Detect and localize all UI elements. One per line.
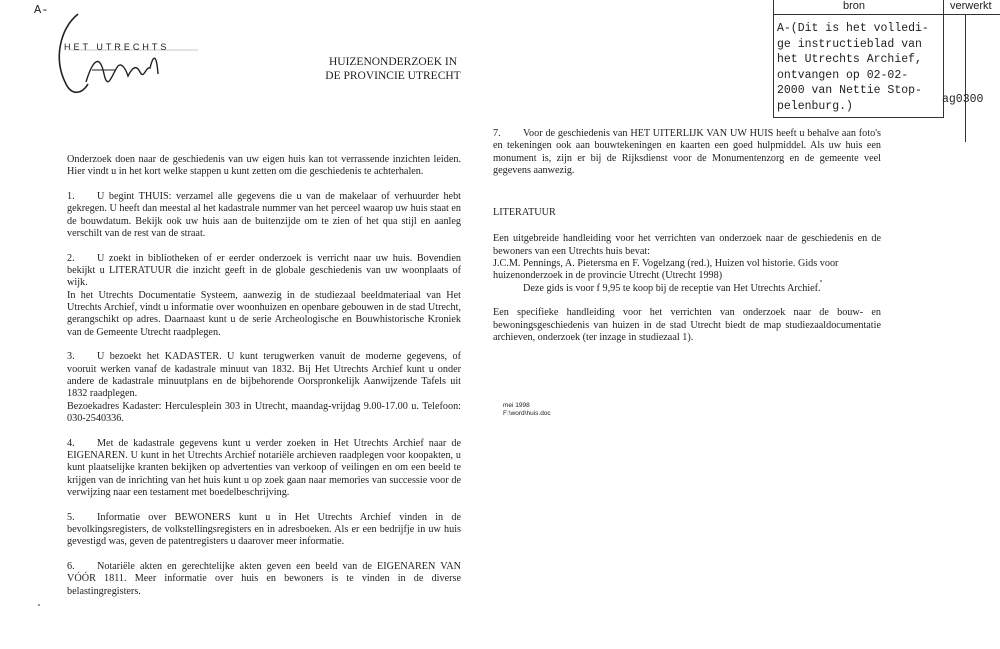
kadaster-address: Bezoekadres Kadaster: Herculesplein 303 in Utrecht, maandag-vrijdag 9.00-17.00 u. Telefoon: 030-2540336. — [67, 400, 461, 424]
step-text: U zoekt in bibliotheken of er eerder onderzoek is verricht naar uw huis. Bovendien bekijkt u LITERATUUR die inzicht geeft in de globale geschiedenis van uw woonplaats of wijk. — [67, 252, 461, 289]
step-4 — [67, 438, 461, 499]
stamp-header-verwerkt: verwerkt — [950, 0, 992, 12]
step-text: Informatie over BEWONERS kunt u in Het Utrechts Archief vinden in de bevolkingsregisters, de volkstellingsregisters en in adresboeken. Als er een bedrijfje in uw huis gevestigd was, geven de patentregisters u daarover meer informatie. — [67, 511, 461, 548]
step-text: U bezoekt het KADASTER. U kunt terugwerken vanuit de moderne gegevens, of vooruit werken vanaf de kadastrale minuut van 1832. Bij Het Utrechts Archief kunt u onder andere de kadastrale minuutplans en de bijbehorende Oorspronkelijk Aanwijzende Tafels uit 1832 raadplegen. — [67, 351, 461, 400]
left-column — [67, 154, 461, 610]
page-title — [318, 55, 468, 83]
page-title-line1: HUIZENONDERZOEK IN — [328, 56, 458, 68]
literature-heading: LITERATUUR — [493, 207, 556, 219]
literature-reference: J.C.M. Pennings, A. Pietersma en F. Vogelzang (red.), Huizen vol historie. Gids voor huizenonderzoek in de provincie Utrecht (Utrecht 1998) — [493, 258, 839, 282]
literature-specific: Een specifieke handleiding voor het verrichten van onderzoek naar de bouw- en bewoningsgeschiedenis van huizen in de stad Utrecht biedt de map studiezaaldocumentatie archieven, onderzoek (ter inzage in studiezaal 1). — [493, 307, 881, 344]
step-1 — [67, 191, 461, 240]
stamp-header-bron: bron — [843, 0, 866, 12]
step-6 — [67, 561, 461, 598]
step-number: 2. — [67, 252, 75, 264]
step-text: Notariële akten en gerechtelijke akten geven een beeld van de EIGENAREN VAN VÓÓR 1811. Meer informatie over huis en bewoners is te vinden in de diverse belastingregisters. — [67, 561, 461, 597]
stamp-code: ag0300 — [942, 93, 984, 106]
scan-speck — [820, 280, 822, 282]
scan-speck — [38, 604, 40, 606]
step-text: Voor de geschiedenis van HET UITERLIJK VAN UW HUIS heeft u behalve aan foto's en tekeningen ook aan bouwtekeningen en kaarten een goed hulpmiddel. Als uw huis een monument is, zijn er bij de Rijksdienst voor de Monumentenzorg en de gemeente veel gegevens aanwezig. — [493, 128, 881, 176]
footer-file: F:\word\huis.doc — [503, 410, 551, 418]
step-7 — [493, 128, 881, 177]
step-number: 5. — [67, 511, 75, 523]
literature-intro: Een uitgebreide handleiding voor het verrichten van onderzoek naar de geschiedenis en de bewoners van een Utrechts huis bevat: — [493, 233, 881, 257]
step-number: 3. — [67, 351, 75, 363]
stamp-note: A-(Dit is het volledi- ge instructieblad van het Utrechts Archief, ontvangen op 02-02- 2000 van Nettie Stop- pelenburg.) — [777, 22, 929, 113]
step-number: 1. — [67, 191, 75, 203]
step-5 — [67, 512, 461, 549]
page-title-line2: DE PROVINCIE UTRECHT — [325, 70, 461, 82]
document-footer — [503, 402, 881, 418]
intro-paragraph: Onderzoek doen naar de geschiedenis van uw eigen huis kan tot verrassende inzichten leiden. Hier vindt u in het kort welke stappen u kunt zetten om die geschiedenis te achterhalen. — [67, 154, 461, 178]
step-2 — [67, 253, 461, 339]
step-3 — [67, 351, 461, 425]
corner-mark: A- — [34, 3, 49, 17]
footer-date: mei 1998 — [503, 402, 530, 410]
archive-logo — [48, 4, 208, 104]
step-text: Met de kadastrale gegevens kunt u verder zoeken in Het Utrechts Archief naar de EIGENAREN. U kunt in het Utrechts Archief notariële archieven raadplegen voor koopakten, u kunt plaatselijke kranten bekijken op advertenties van verkoop of veilingen en om een beeld te krijgen van de inrichting van het huis kunt u op zoek gaan naar memories van successie voor de verwijzing naar een testament met boedelbeschrijving. — [67, 437, 461, 498]
step-text: U begint THUIS: verzamel alle gegevens die u van de makelaar of verhuurder hebt gekregen. U heeft dan meestal al het kadastrale nummer van het perceel waarop uw huis staat en de bouwdatum. Bekijk ook uw huis aan de buitenzijde om te zien of het qua stijl en aanleg verschilt van de rest van de straat. — [67, 191, 461, 239]
literature-price: Deze gids is voor f 9,95 te koop bij de receptie van Het Utrechts Archief. — [523, 282, 821, 294]
right-column — [493, 128, 881, 418]
step-text-continued: In het Utrechts Documentatie Systeem, aanwezig in de studiezaal beeldmateriaal van Het Utrechts Archief, vindt u informatie over woonhuizen en openbare gebouwen in de stad Utrecht, gerangschikt op adres. Daarnaast kunt u de serie Archeologische en Bouwhistorische Kroniek van de Gemeente Utrecht raadplegen. — [67, 289, 461, 338]
step-number: 6. — [67, 561, 75, 573]
step-number: 4. — [67, 437, 75, 449]
logo-text: HET UTRECHTS — [64, 42, 170, 52]
step-number: 7. — [493, 128, 501, 139]
